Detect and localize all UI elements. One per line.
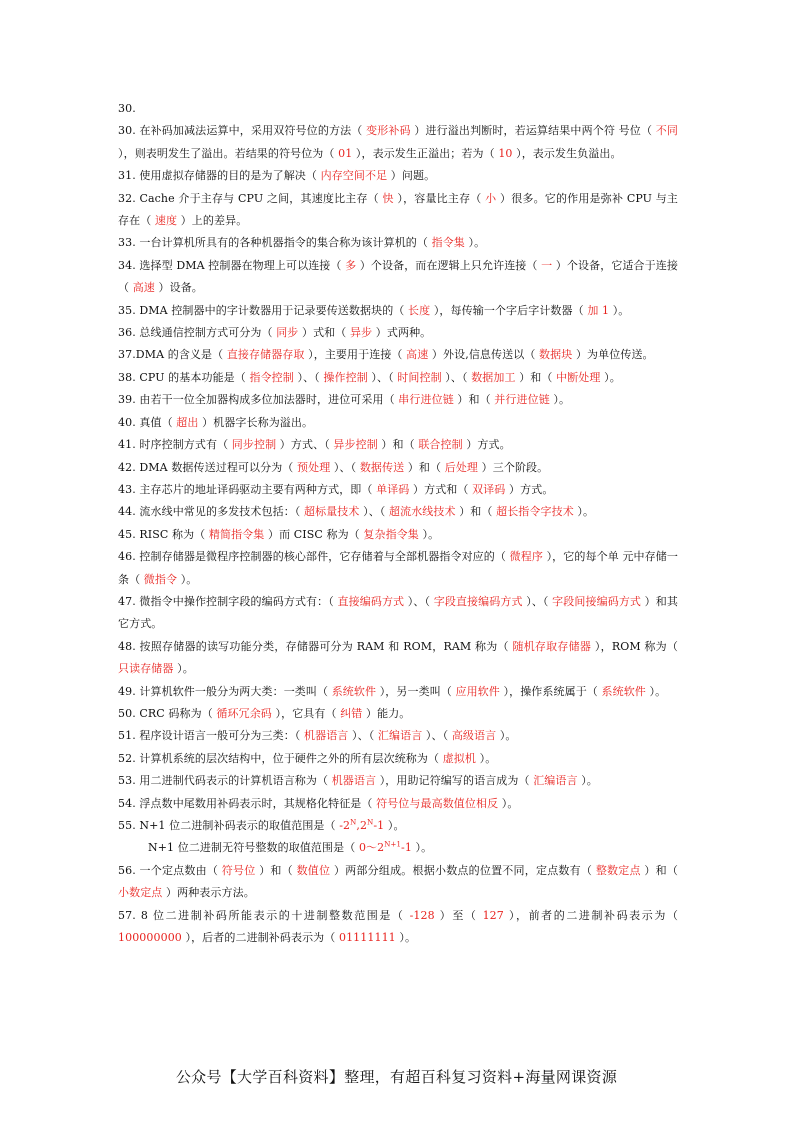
question-text: ）个设备，它适合于连接（ — [118, 258, 678, 295]
answer-text: -1 — [401, 841, 412, 855]
question-text: ）机器字长称为溢出。 — [198, 415, 314, 429]
question-text: ）方式。 — [462, 438, 511, 452]
answer-text: 双译码 — [472, 482, 506, 496]
question-q30 — [118, 120, 678, 165]
answer-text: 符号位与最高数值位相反 — [376, 796, 499, 810]
question-text: N+1 位二进制无符号整数的取值范围是（ — [148, 841, 359, 855]
question-q40 — [118, 412, 678, 434]
question-text: ）。 — [645, 684, 667, 698]
question-text: ）。 — [609, 303, 630, 317]
question-q55b — [118, 837, 678, 859]
question-q33 — [118, 232, 678, 254]
answer-text: 快 — [382, 191, 394, 205]
question-q34 — [118, 255, 678, 300]
question-q35 — [118, 300, 678, 322]
question-text: ）外设,信息传送以（ — [428, 348, 540, 362]
question-text: ）和其它方式。 — [118, 594, 678, 631]
answer-text: 循环冗余码 — [216, 706, 272, 720]
answer-text: ,2 — [356, 819, 368, 832]
answer-text: -1 — [373, 819, 385, 832]
question-text: 46. 控制存储器是微程序控制器的核心部件，它存储着与全部机器指令对应的（ — [118, 550, 510, 564]
question-text: ）、（ — [367, 370, 398, 384]
answer-text: 超流水线技术 — [389, 505, 456, 519]
answer-text: 同步 — [276, 326, 299, 340]
answer-text: 内存空间不足 — [320, 169, 388, 183]
question-text: ），后者的二进制补码表示为（ — [181, 931, 339, 945]
answer-text: 0～2 — [358, 841, 385, 855]
question-text: ）问题。 — [387, 169, 436, 183]
question-text: 51. 程序设计语言一般可分为三类：（ — [118, 729, 304, 743]
question-text: 41. 时序控制方式有（ — [118, 438, 232, 452]
answer-text: 10 — [498, 146, 513, 160]
answer-text: 127 — [482, 908, 504, 922]
question-text: ）。 — [498, 796, 519, 810]
question-text: ）。 — [549, 393, 571, 407]
question-q37 — [118, 344, 678, 366]
question-list — [118, 98, 678, 949]
question-text: 56. 一个定点数由（ — [118, 863, 222, 877]
answer-text: 只读存储器 — [118, 662, 174, 676]
answer-text: 后处理 — [444, 460, 479, 474]
answer-text: 汇编语言 — [533, 774, 578, 788]
question-q53 — [118, 770, 678, 792]
answer-text: 多 — [345, 258, 357, 272]
answer-text: 异步控制 — [333, 438, 378, 452]
question-q46 — [118, 546, 678, 591]
question-text: ）和（ — [640, 863, 678, 877]
question-text: ）。 — [496, 729, 517, 743]
answer-text: 指令集 — [431, 236, 465, 250]
question-text: ）。 — [395, 931, 417, 945]
question-q55 — [118, 815, 678, 837]
question-text: 30. 在补码加减法运算中，采用双符号位的方法（ — [118, 124, 367, 138]
page-footer: 公众号【大学百科资料】整理，有超百科复习资料+海量网课资源 — [175, 1068, 618, 1086]
answer-text: 应用软件 — [455, 684, 500, 698]
answer-text: 不同 — [655, 124, 679, 138]
answer-text: 微指令 — [143, 572, 178, 586]
question-text: 48. 按照存储器的读写功能分类，存储器可分为 RAM 和 ROM，RAM 称为（ — [118, 639, 513, 653]
answer-text: 变形补码 — [366, 124, 411, 138]
question-text: 40. 真值（ — [118, 415, 177, 429]
answer-text: 速度 — [154, 214, 178, 228]
question-text: ）很多。它的作用是弥补 CPU 与主存在（ — [118, 191, 678, 228]
answer-text: 字段直接编码方式 — [433, 594, 523, 608]
answer-text: 直接存储器存取 — [226, 348, 305, 362]
answer-text: 直接编码方式 — [337, 594, 405, 608]
question-text: ），操作系统属于（ — [499, 684, 602, 698]
question-text: 54. 浮点数中尾数用补码表示时，其规格化特征是（ — [118, 796, 377, 810]
question-text: ）、（ — [522, 594, 553, 608]
answer-text: 小数定点 — [118, 886, 163, 900]
question-text: ），它的每个单 元中存储一条（ — [118, 550, 678, 586]
question-text: ），它具有（ — [271, 706, 341, 720]
question-text: ）、（ — [441, 370, 472, 384]
question-text: ），则表明发生了溢出。若结果的符号位为（ — [118, 146, 339, 160]
answer-text: 虚拟机 — [442, 751, 476, 765]
answer-text: 复杂指令集 — [363, 527, 419, 541]
question-text: 32. Cache 介于主存与 CPU 之间，其速度比主存（ — [118, 191, 383, 205]
question-q36 — [118, 322, 678, 344]
answer-text: 异步 — [349, 326, 373, 340]
question-text: 42. DMA 数据传送过程可以分为（ — [118, 460, 298, 474]
question-q41 — [118, 434, 678, 456]
answer-text: 超长指令字技术 — [496, 505, 574, 519]
answer-text: 系统软件 — [331, 684, 377, 698]
question-text: ）。 — [411, 841, 433, 855]
question-q45 — [118, 524, 678, 546]
answer-text: 高速 — [132, 281, 155, 295]
question-text: ）。 — [464, 236, 486, 250]
question-q51 — [118, 725, 678, 747]
question-q56 — [118, 860, 678, 905]
question-q39 — [118, 389, 678, 411]
question-text: ）方式、（ — [276, 438, 334, 452]
answer-text: 时间控制 — [397, 370, 442, 384]
answer-text: 符号位 — [221, 863, 256, 877]
answer-text: 机器语言 — [304, 729, 349, 743]
question-text: ），前者的二进制补码表示为（ — [503, 908, 679, 922]
answer-text: 01 — [338, 146, 353, 160]
question-text: 33. 一台计算机所具有的各种机器指令的集合称为该计算机的（ — [118, 236, 432, 250]
question-text: 31. 使用虚拟存储器的目的是为了解决（ — [118, 169, 321, 183]
question-text: 44. 流水线中常见的多发技术包括：（ — [118, 505, 304, 519]
question-q31 — [118, 165, 678, 187]
question-text: ）。 — [173, 662, 194, 676]
answer-text: N+1 — [384, 840, 401, 849]
question-text: ）。 — [573, 505, 595, 519]
question-text: ）能力。 — [362, 706, 411, 720]
question-text: ）式两种。 — [372, 326, 432, 340]
question-text: 37.DMA 的含义是（ — [118, 348, 227, 362]
question-text: ）进行溢出判断时，若运算结果中两个符 号位（ — [410, 124, 656, 138]
answer-text: 数据传送 — [359, 460, 405, 474]
question-text: ）两种表示方法。 — [162, 886, 255, 900]
question-text: ），每传输一个字后字计数器（ — [430, 303, 588, 317]
answer-text: 100000000 — [118, 931, 182, 945]
answer-text: 随机存取存储器 — [512, 639, 592, 653]
answer-text: 整数定点 — [595, 863, 641, 877]
answer-text: 汇编语言 — [377, 729, 423, 743]
question-text: 35. DMA 控制器中的字计数器用于记录要传送数据块的（ — [118, 303, 409, 317]
answer-text: 数据加工 — [471, 370, 516, 384]
answer-text: 纠错 — [340, 706, 363, 720]
question-q54 — [118, 793, 678, 815]
question-text: 38. CPU 的基本功能是（ — [118, 370, 250, 384]
question-text: ）为单位传送。 — [572, 348, 654, 362]
answer-text: 数值位 — [296, 863, 331, 877]
question-q49 — [118, 681, 678, 703]
answer-text: 系统软件 — [601, 684, 646, 698]
question-text: 45. RISC 称为（ — [118, 527, 209, 541]
answer-text: -2 — [339, 819, 351, 832]
question-text: ）方式和（ — [409, 482, 473, 496]
question-text: ）式和（ — [298, 326, 350, 340]
question-text: ）、（ — [359, 505, 389, 519]
answer-text: 预处理 — [297, 460, 331, 474]
question-text: ）三个阶段。 — [478, 460, 549, 474]
answer-text: 字段间接编码方式 — [552, 594, 642, 608]
question-q57 — [118, 905, 678, 950]
question-text: ）。 — [418, 527, 440, 541]
question-text: ），表示发生负溢出。 — [512, 146, 622, 160]
question-q50 — [118, 703, 678, 725]
question-text: ），表示发生正溢出；若为（ — [352, 146, 499, 160]
question-text: ）。 — [600, 370, 621, 384]
question-text: ）设备。 — [154, 281, 203, 295]
answer-text: 超出 — [176, 415, 199, 429]
answer-text: 小 — [485, 191, 497, 205]
question-text: ）。 — [384, 819, 405, 832]
question-text: 39. 由若干一位全加器构成多位加法器时，进位可采用（ — [118, 393, 399, 407]
answer-text: 一 — [541, 258, 553, 272]
answer-text: 中断处理 — [556, 370, 601, 384]
question-q48 — [118, 636, 678, 681]
question-text: ）、（ — [422, 729, 452, 743]
question-text: ）。 — [577, 774, 598, 788]
answer-text: 加 1 — [587, 303, 610, 317]
answer-text: N — [367, 818, 374, 827]
question-text: ），主要用于连接（ — [304, 348, 407, 362]
answer-text: 串行进位链 — [398, 393, 454, 407]
question-text: ）方式。 — [505, 482, 554, 496]
question-text: ）和（ — [404, 460, 445, 474]
answer-text: 操作控制 — [323, 370, 368, 384]
question-text: 52. 计算机系统的层次结构中，位于硬件之外的所有层次统称为（ — [118, 751, 443, 765]
question-text: 53. 用二进制代码表示的计算机语言称为（ — [118, 774, 332, 788]
question-q42 — [118, 457, 678, 479]
answer-text: 并行进位链 — [494, 393, 550, 407]
question-text: ）和（ — [455, 505, 497, 519]
question-text: 49. 计算机软件一般分为两大类：一类叫（ — [118, 684, 332, 698]
question-text: ）、（ — [293, 370, 324, 384]
answer-text: 微程序 — [509, 550, 543, 564]
question-text: ），ROM 称为（ — [591, 639, 679, 653]
section-title: 30. — [118, 102, 136, 115]
answer-text: 数据块 — [539, 348, 573, 362]
question-text: ），用助记符编写的语言成为（ — [376, 774, 534, 788]
question-text: ）和（ — [255, 863, 297, 877]
answer-text: 长度 — [408, 303, 431, 317]
answer-text: -128 — [409, 908, 435, 922]
answer-text: 高级语言 — [451, 729, 497, 743]
question-text: 43. 主存芯片的地址译码驱动主要有两种方式，即（ — [118, 482, 377, 496]
question-text: ），另一类叫（ — [376, 684, 456, 698]
question-text: ）而 CISC 称为（ — [264, 527, 364, 541]
answer-text: 精简指令集 — [208, 527, 265, 541]
question-text: ）、（ — [404, 594, 434, 608]
question-text: 57. 8 位二进制补码所能表示的十进制整数范围是（ — [118, 908, 410, 922]
question-text: ）和（ — [453, 393, 495, 407]
question-q47 — [118, 591, 678, 636]
answer-text: 同步控制 — [231, 438, 277, 452]
question-text: ）、（ — [348, 729, 378, 743]
question-q44 — [118, 501, 678, 523]
answer-text: 机器语言 — [331, 774, 377, 788]
answer-text: 超标量技术 — [304, 505, 360, 519]
question-q52 — [118, 748, 678, 770]
answer-text: 01111111 — [338, 931, 396, 945]
answer-text: N — [350, 818, 357, 827]
question-text: 50. CRC 码称为（ — [118, 706, 217, 720]
question-text: ）。 — [476, 751, 497, 765]
question-q43 — [118, 479, 678, 501]
question-text: ）和（ — [377, 438, 419, 452]
answer-text: 指令控制 — [249, 370, 294, 384]
question-text: ）个设备，而在逻辑上只允许连接（ — [356, 258, 542, 272]
question-text: 55. N+1 位二进制补码表示的取值范围是（ — [118, 819, 340, 832]
question-text: 34. 选择型 DMA 控制器在物理上可以连接（ — [118, 258, 346, 272]
question-q32 — [118, 188, 678, 233]
question-text: ）、（ — [330, 460, 360, 474]
question-text: ）。 — [177, 572, 198, 586]
question-text: ）上的差异。 — [177, 214, 248, 228]
question-text: 36. 总线通信控制方式可分为（ — [118, 326, 277, 340]
answer-text: 单译码 — [376, 482, 410, 496]
question-q38 — [118, 367, 678, 389]
question-text: 47. 微指令中操作控制字段的编码方式有：（ — [118, 594, 338, 608]
question-text: ）两部分组成。根据小数点的位置不同，定点数有（ — [330, 863, 596, 877]
question-text: ）和（ — [515, 370, 557, 384]
answer-text: 高速 — [406, 348, 429, 362]
answer-text: 联合控制 — [418, 438, 463, 452]
question-text: ），容量比主存（ — [393, 191, 486, 205]
question-text: ）至（ — [434, 908, 483, 922]
